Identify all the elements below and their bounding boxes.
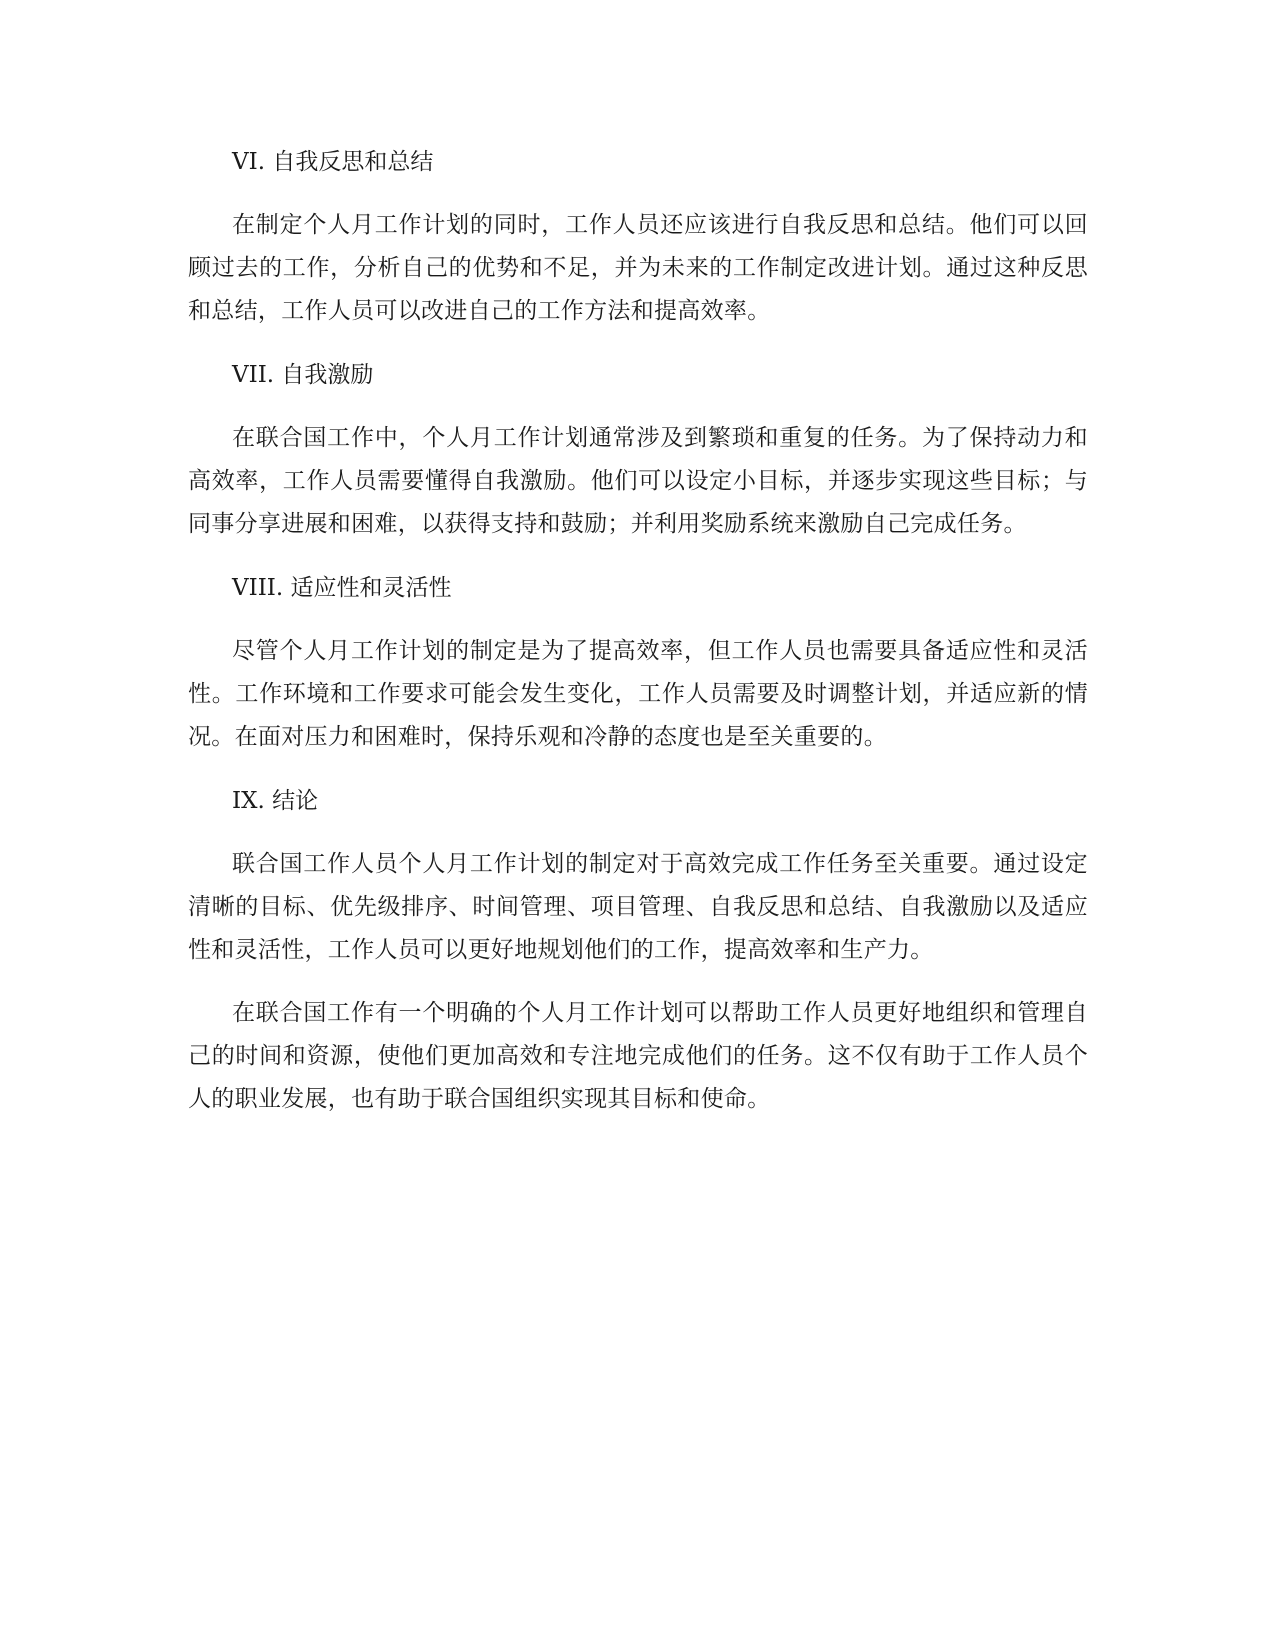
section-paragraph: 在联合国工作中，个人月工作计划通常涉及到繁琐和重复的任务。为了保持动力和高效率，工作人员需要懂得自我激励。他们可以设定小目标，并逐步实现这些目标；与同事分享进展和困难，以获得支持和鼓励；并利用奖励系统来激励自己完成任务。 bbox=[188, 425, 1088, 537]
section-heading-ix: IX. 结论 bbox=[232, 788, 319, 814]
section-paragraph: 尽管个人月工作计划的制定是为了提高效率，但工作人员也需要具备适应性和灵活性。工作环境和工作要求可能会发生变化，工作人员需要及时调整计划，并适应新的情况。在面对压力和困难时，保持乐观和冷静的态度也是至关重要的。 bbox=[188, 638, 1088, 750]
section-heading-viii: VIII. 适应性和灵活性 bbox=[232, 575, 452, 601]
section-heading-vii: VII. 自我激励 bbox=[232, 362, 374, 388]
section-heading-vi: VI. 自我反思和总结 bbox=[232, 149, 434, 175]
section-paragraph: 联合国工作人员个人月工作计划的制定对于高效完成工作任务至关重要。通过设定清晰的目标、优先级排序、时间管理、项目管理、自我反思和总结、自我激励以及适应性和灵活性，工作人员可以更好地规划他们的工作，提高效率和生产力。 bbox=[188, 851, 1088, 963]
section-paragraph: 在制定个人月工作计划的同时，工作人员还应该进行自我反思和总结。他们可以回顾过去的工作，分析自己的优势和不足，并为未来的工作制定改进计划。通过这种反思和总结，工作人员可以改进自己的工作方法和提高效率。 bbox=[188, 212, 1088, 324]
section-paragraph: 在联合国工作有一个明确的个人月工作计划可以帮助工作人员更好地组织和管理自己的时间和资源，使他们更加高效和专注地完成他们的任务。这不仅有助于工作人员个人的职业发展，也有助于联合国组织实现其目标和使命。 bbox=[188, 1000, 1088, 1112]
document-page bbox=[188, 140, 1088, 1141]
